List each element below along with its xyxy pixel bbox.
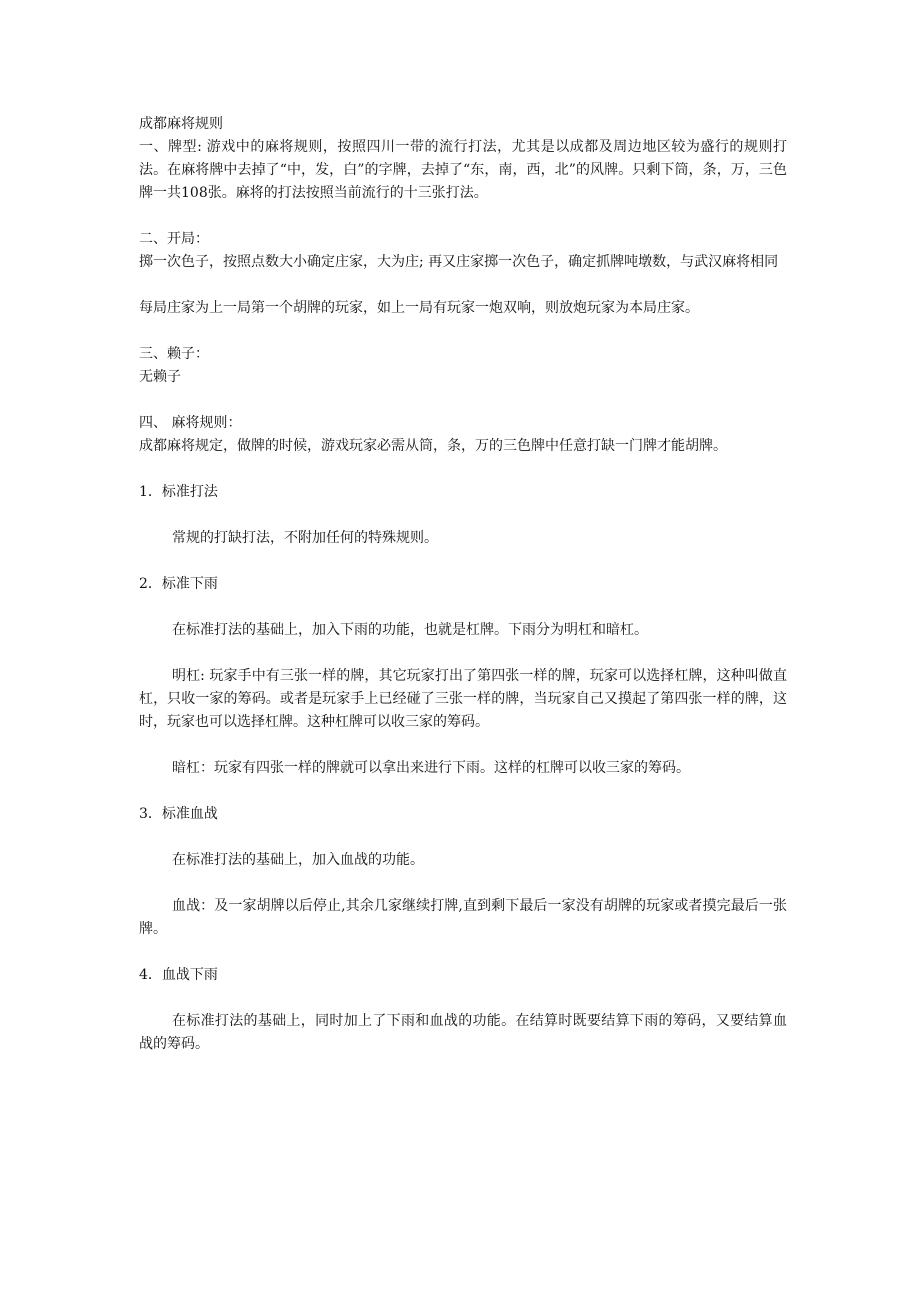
spacer [139, 596, 787, 619]
rule-4-heading: 4．血战下雨 [139, 967, 218, 983]
section-2-heading: 二、开局： [139, 231, 209, 247]
rule-3-paragraph-2: 血战：及一家胡牌以后停止,其余几家继续打牌,直到剩下最后一家没有胡牌的玩家或者摸完最后一张牌。 [139, 898, 787, 937]
spacer [139, 734, 787, 757]
document-title: 成都麻将规则 [139, 116, 223, 132]
spacer [139, 642, 787, 665]
section-4-heading: 四、 麻将规则： [139, 415, 242, 431]
spacer [139, 872, 787, 895]
section-3-heading: 三、赖子： [139, 346, 209, 362]
spacer [139, 458, 787, 481]
spacer [139, 274, 787, 297]
spacer [139, 389, 787, 412]
spacer [139, 504, 787, 527]
section-2-line-1: 掷一次色子，按照点数大小确定庄家，大为庄; 再又庄家掷一次色子，确定抓牌吨墩数，与武汉麻将相同 [139, 254, 779, 270]
section-1-text: 一、牌型: 游戏中的麻将规则，按照四川一带的流行打法，尤其是以成都及周边地区较为盛行的规则打法。在麻将牌中去掉了“中，发，白”的字牌，去掉了“东，南，西，北”的风牌。只剩下筒，条，万，三色牌一共108张。麻将的打法按照当前流行的十三张打法。 [139, 139, 787, 201]
spacer [139, 550, 787, 573]
spacer [139, 826, 787, 849]
spacer [139, 320, 787, 343]
rule-2-paragraph-2: 明杠: 玩家手中有三张一样的牌，其它玩家打出了第四张一样的牌，玩家可以选择杠牌，这种叫做直杠，只收一家的筹码。或者是玩家手上已经碰了三张一样的牌，当玩家自己又摸起了第四张一样的牌，这时，玩家也可以选择杠牌。这种杠牌可以收三家的筹码。 [139, 668, 787, 730]
rule-3-paragraph-1: 在标准打法的基础上，加入血战的功能。 [172, 852, 424, 868]
rule-1-paragraph-1: 常规的打缺打法，不附加任何的特殊规则。 [172, 530, 438, 546]
rule-4-paragraph-1: 在标准打法的基础上，同时加上了下雨和血战的功能。在结算时既要结算下雨的筹码，又要结算血战的筹码。 [139, 1013, 787, 1052]
spacer [139, 941, 787, 964]
rule-2-heading: 2．标准下雨 [139, 576, 218, 592]
document-page [139, 113, 787, 1056]
rule-2-paragraph-3: 暗杠：玩家有四张一样的牌就可以拿出来进行下雨。这样的杠牌可以收三家的筹码。 [172, 760, 690, 776]
rule-1-heading: 1．标准打法 [139, 484, 218, 500]
spacer [139, 780, 787, 803]
section-3-text: 无赖子 [139, 369, 181, 385]
section-2-line-2: 每局庄家为上一局第一个胡牌的玩家，如上一局有玩家一炮双响，则放炮玩家为本局庄家。 [139, 300, 699, 316]
spacer [139, 205, 787, 228]
rule-3-heading: 3．标准血战 [139, 806, 218, 822]
rule-2-paragraph-1: 在标准打法的基础上，加入下雨的功能，也就是杠牌。下雨分为明杠和暗杠。 [172, 622, 648, 638]
section-4-text: 成都麻将规定，做牌的时候，游戏玩家必需从筒，条，万的三色牌中任意打缺一门牌才能胡牌。 [139, 438, 727, 454]
spacer [139, 987, 787, 1010]
